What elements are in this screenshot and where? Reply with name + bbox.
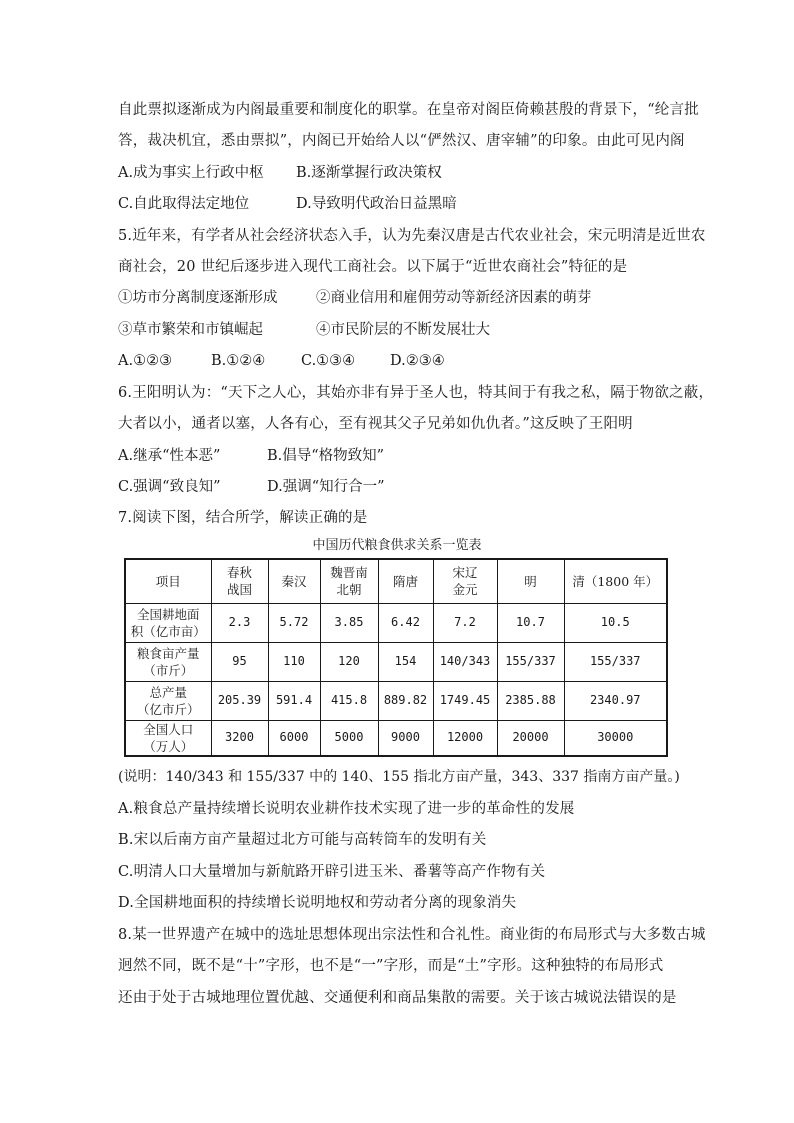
header-item: 项目 [125, 559, 211, 603]
table-note: (说明：140/343 和 155/337 中的 140、155 指北方亩产量，343、337 指南方亩产量。) [118, 769, 680, 785]
table-cell: 205.39 [211, 681, 268, 720]
table-cell: 2385.88 [497, 681, 564, 720]
q7-option-d: D.全国耕地面积的持续增长说明地权和劳动者分离的现象消失 [118, 895, 517, 911]
q5-option-c: C.①③④ [301, 353, 356, 369]
q5-item-2: ②商业信用和雇佣劳动等新经济因素的萌芽 [316, 290, 592, 306]
table-header-row [125, 559, 667, 603]
q6-option-a: A.继承“性本恶” [118, 448, 221, 464]
table-cell: 5000 [320, 720, 378, 756]
header-songliao: 宋辽 金元 [433, 559, 497, 603]
table-cell: 10.7 [497, 603, 564, 642]
table-cell: 3.85 [320, 603, 378, 642]
q4-option-c: C.自此取得法定地位 [118, 196, 250, 212]
q7-stem: 7.阅读下图，结合所学，解读正确的是 [118, 510, 368, 526]
q5-option-a: A.①②③ [118, 353, 173, 369]
q7-option-c: C.明清人口大量增加与新航路开辟引进玉米、番薯等高产作物有关 [118, 864, 546, 880]
q5-option-d: D.②③④ [390, 353, 445, 369]
table-row [125, 681, 667, 720]
table-cell: 2340.97 [564, 681, 667, 720]
intro-line-1: 自此票拟逐渐成为内阁最重要和制度化的职掌。在皇帝对阁臣倚赖甚殷的背景下，“纶言批 [118, 102, 699, 118]
table-cell: 6.42 [378, 603, 433, 642]
table-cell: 10.5 [564, 603, 667, 642]
q6-option-d: D.强调“知行合一” [267, 479, 385, 495]
table-cell: 2.3 [211, 603, 268, 642]
q5-option-b: B.①②④ [211, 353, 266, 369]
q8-stem-line-2: 迥然不同，既不是“十”字形，也不是“一”字形，而是“土”字形。这种独特的布局形式 [118, 958, 664, 974]
q8-stem-line-3: 还由于处于古城地理位置优越、交通便利和商品集散的需要。关于该古城说法错误的是 [118, 990, 677, 1006]
table-cell: 120 [320, 642, 378, 681]
header-qing: 清（1800 年） [564, 559, 667, 603]
table-row [125, 642, 667, 681]
table-cell: 30000 [564, 720, 667, 756]
table-cell: 95 [211, 642, 268, 681]
q4-option-b: B.逐渐掌握行政决策权 [296, 165, 442, 181]
header-chunqiu: 春秋 战国 [211, 559, 268, 603]
table-cell: 591.4 [268, 681, 320, 720]
table-cell: 155/337 [497, 642, 564, 681]
q6-stem-line-2: 大者以小，通者以塞，人各有心，至有视其父子兄弟如仇仇者。”这反映了王阳明 [118, 416, 633, 432]
row-label: 全国耕地面 积（亿市亩） [125, 603, 211, 642]
table-cell: 6000 [268, 720, 320, 756]
table-row [125, 603, 667, 642]
table-row [125, 720, 667, 756]
table-cell: 9000 [378, 720, 433, 756]
row-label: 总产量 （亿市斤） [125, 681, 211, 720]
q4-option-d: D.导致明代政治日益黑暗 [296, 196, 457, 212]
table-cell: 7.2 [433, 603, 497, 642]
table-cell: 5.72 [268, 603, 320, 642]
header-suitang: 隋唐 [378, 559, 433, 603]
intro-line-2: 答，裁决机宜，悉由票拟”，内阁已开始给人以“俨然汉、唐宰辅”的印象。由此可见内阁 [118, 133, 685, 149]
q7-option-b: B.宋以后南方亩产量超过北方可能与高转筒车的发明有关 [118, 832, 487, 848]
header-qinhan: 秦汉 [268, 559, 320, 603]
table-cell: 155/337 [564, 642, 667, 681]
q8-stem-line-1: 8.某一世界遗产在城中的选址思想体现出宗法性和合礼性。商业街的布局形式与大多数古城 [118, 927, 706, 943]
table-cell: 889.82 [378, 681, 433, 720]
table-cell: 12000 [433, 720, 497, 756]
grain-supply-table [124, 558, 668, 757]
table-cell: 1749.45 [433, 681, 497, 720]
q5-stem-line-2: 商社会，20 世纪后逐步进入现代工商社会。以下属于“近世农商社会”特征的是 [118, 259, 628, 275]
header-weijin: 魏晋南 北朝 [320, 559, 378, 603]
row-label: 全国人口 （万人） [125, 720, 211, 756]
q6-stem-line-1: 6.王阳明认为：“天下之人心，其始亦非有异于圣人也，特其间于有我之私，隔于物欲之蔽， [118, 385, 714, 401]
q4-option-a: A.成为事实上行政中枢 [118, 165, 264, 181]
table-cell: 20000 [497, 720, 564, 756]
table-title: 中国历代粮食供求关系一览表 [312, 538, 482, 553]
q7-option-a: A.粮食总产量持续增长说明农业耕作技术实现了进一步的革命性的发展 [118, 801, 575, 817]
q5-item-3: ③草市繁荣和市镇崛起 [118, 322, 263, 338]
table-cell: 140/343 [433, 642, 497, 681]
q6-option-c: C.强调“致良知” [118, 479, 221, 495]
q6-option-b: B.倡导“格物致知” [267, 448, 385, 464]
row-label: 粮食亩产量 （市斤） [125, 642, 211, 681]
table-cell: 415.8 [320, 681, 378, 720]
q5-stem-line-1: 5.近年来，有学者从社会经济状态入手，认为先秦汉唐是古代农业社会，宋元明清是近世农 [118, 228, 706, 244]
table-cell: 3200 [211, 720, 268, 756]
table-cell: 154 [378, 642, 433, 681]
q5-item-1: ①坊市分离制度逐渐形成 [118, 290, 278, 306]
table-cell: 110 [268, 642, 320, 681]
q5-item-4: ④市民阶层的不断发展壮大 [316, 322, 490, 338]
header-ming: 明 [497, 559, 564, 603]
